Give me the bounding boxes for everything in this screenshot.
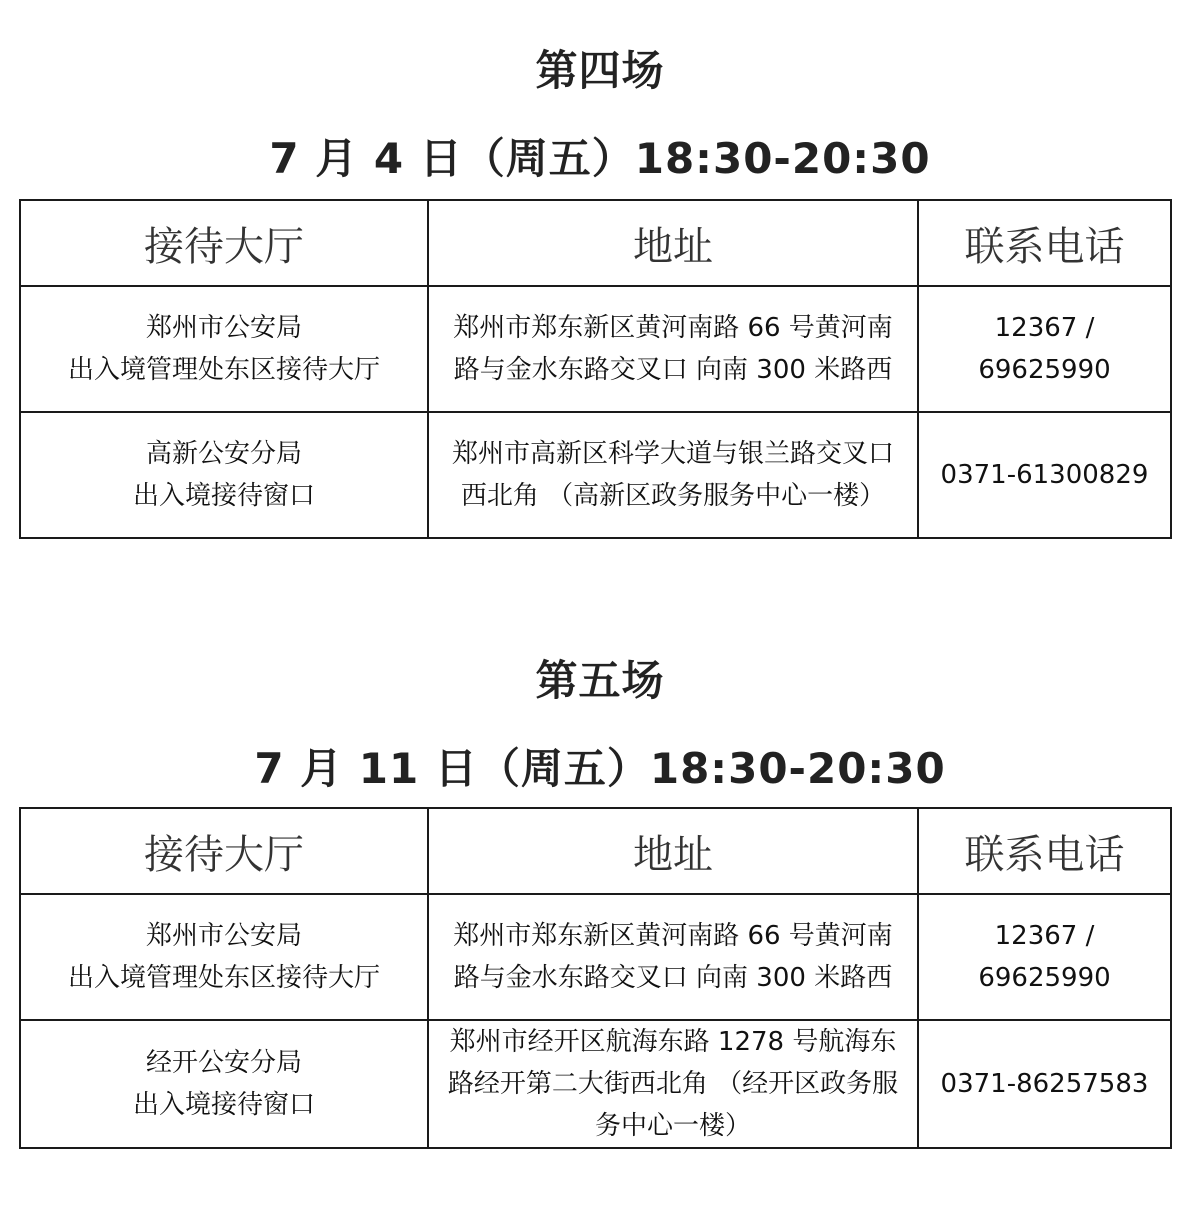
header-hall: 接待大厅 bbox=[20, 808, 428, 894]
table-row bbox=[20, 412, 1171, 538]
hall-cell bbox=[20, 894, 428, 1020]
hall-sub: 出入境管理处东区接待大厅 bbox=[67, 355, 380, 385]
header-phone: 联系电话 bbox=[918, 200, 1171, 286]
table-row bbox=[20, 286, 1171, 412]
table-row bbox=[20, 894, 1171, 1020]
phone-cell: 0371-61300829 bbox=[918, 412, 1171, 538]
session-5-title: 第五场 bbox=[535, 656, 665, 705]
hall-cell bbox=[20, 412, 428, 538]
table-header-row bbox=[20, 200, 1171, 286]
table-header-row bbox=[20, 808, 1171, 894]
header-phone: 联系电话 bbox=[918, 808, 1171, 894]
phone-cell: 12367 / 69625990 bbox=[918, 286, 1171, 412]
address-cell: 郑州市郑东新区黄河南路 66 号黄河南路与金水东路交叉口 向南 300 米路西 bbox=[428, 894, 918, 1020]
address-cell: 郑州市高新区科学大道与银兰路交叉口西北角 （高新区政务服务中心一楼） bbox=[428, 412, 918, 538]
hall-name: 经开公安分局 bbox=[145, 1048, 302, 1078]
hall-cell bbox=[20, 1020, 428, 1148]
phone-cell: 12367 / 69625990 bbox=[918, 894, 1171, 1020]
hall-sub: 出入境接待窗口 bbox=[132, 481, 315, 511]
hall-sub: 出入境管理处东区接待大厅 bbox=[67, 963, 380, 993]
address-cell: 郑州市经开区航海东路 1278 号航海东路经开第二大街西北角 （经开区政务服务中心一楼） bbox=[428, 1020, 918, 1148]
hall-name: 郑州市公安局 bbox=[145, 921, 302, 951]
phone-cell: 0371-86257583 bbox=[918, 1020, 1171, 1148]
session-4-date: 7 月 4 日（周五）18:30-20:30 bbox=[269, 134, 931, 183]
session-4-title: 第四场 bbox=[535, 46, 665, 95]
hall-name: 高新公安分局 bbox=[145, 439, 302, 469]
table-row bbox=[20, 1020, 1171, 1148]
hall-cell bbox=[20, 286, 428, 412]
session-5-date: 7 月 11 日（周五）18:30-20:30 bbox=[254, 744, 946, 793]
header-address: 地址 bbox=[428, 808, 918, 894]
hall-sub: 出入境接待窗口 bbox=[132, 1090, 315, 1120]
hall-name: 郑州市公安局 bbox=[145, 313, 302, 343]
address-cell: 郑州市郑东新区黄河南路 66 号黄河南路与金水东路交叉口 向南 300 米路西 bbox=[428, 286, 918, 412]
session-4-table bbox=[19, 199, 1172, 539]
header-hall: 接待大厅 bbox=[20, 200, 428, 286]
session-5-table bbox=[19, 807, 1172, 1149]
header-address: 地址 bbox=[428, 200, 918, 286]
